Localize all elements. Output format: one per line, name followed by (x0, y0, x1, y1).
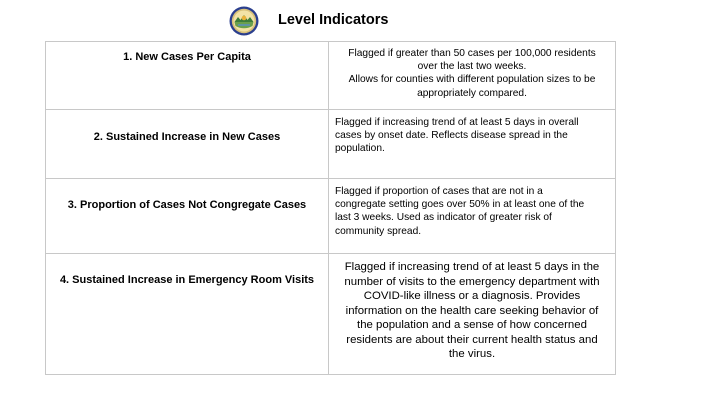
indicator-description (329, 110, 616, 179)
description-line: Flagged if increasing trend of at least 5 days in the (344, 261, 600, 273)
description-line: COVID-like illness or a diagnosis. Provides (363, 290, 581, 302)
description-line: Allows for counties with different population sizes to be (348, 74, 596, 86)
description-line: last 3 weeks. Used as indicator of greater risk of (335, 212, 552, 224)
table-row (46, 110, 616, 179)
description-line: community spread. (335, 225, 422, 237)
description-line: Flagged if greater than 50 cases per 100,000 residents (348, 48, 596, 59)
table-row (46, 42, 616, 110)
description-line: congregate setting goes over 50% in at least one of the (335, 199, 585, 211)
indicator-description (329, 254, 616, 375)
description-line: cases by onset date. Reflects disease spread in the (335, 130, 568, 142)
description-line: over the last two weeks. (417, 61, 527, 73)
description-line: number of visits to the emergency department with (344, 275, 600, 288)
table-row (46, 179, 616, 254)
description-line: Flagged if increasing trend of at least 5 days in overall (335, 117, 579, 128)
description-line: Flagged if proportion of cases that are not in a (335, 186, 543, 197)
table-row (46, 254, 616, 375)
indicator-table (45, 41, 616, 375)
indicator-name: 1. New Cases Per Capita (46, 42, 329, 110)
description-line: population. (335, 143, 385, 155)
indicator-name: 4. Sustained Increase in Emergency Room Visits (46, 254, 329, 375)
indicator-description (329, 42, 616, 110)
description-line: information on the health care seeking behavior of (345, 304, 599, 317)
page-title: Level Indicators (278, 12, 389, 28)
description-line: the virus. (448, 348, 496, 360)
indicator-description (329, 179, 616, 254)
description-line: the population and a sense of how concerned (357, 319, 587, 331)
indicator-name: 3. Proportion of Cases Not Congregate Cases (46, 179, 329, 254)
description-line: appropriately compared. (417, 87, 527, 99)
indicator-name: 2. Sustained Increase in New Cases (46, 110, 329, 179)
description-line: residents are about their current health status and (346, 333, 598, 346)
ohio-state-seal-icon (229, 6, 259, 36)
